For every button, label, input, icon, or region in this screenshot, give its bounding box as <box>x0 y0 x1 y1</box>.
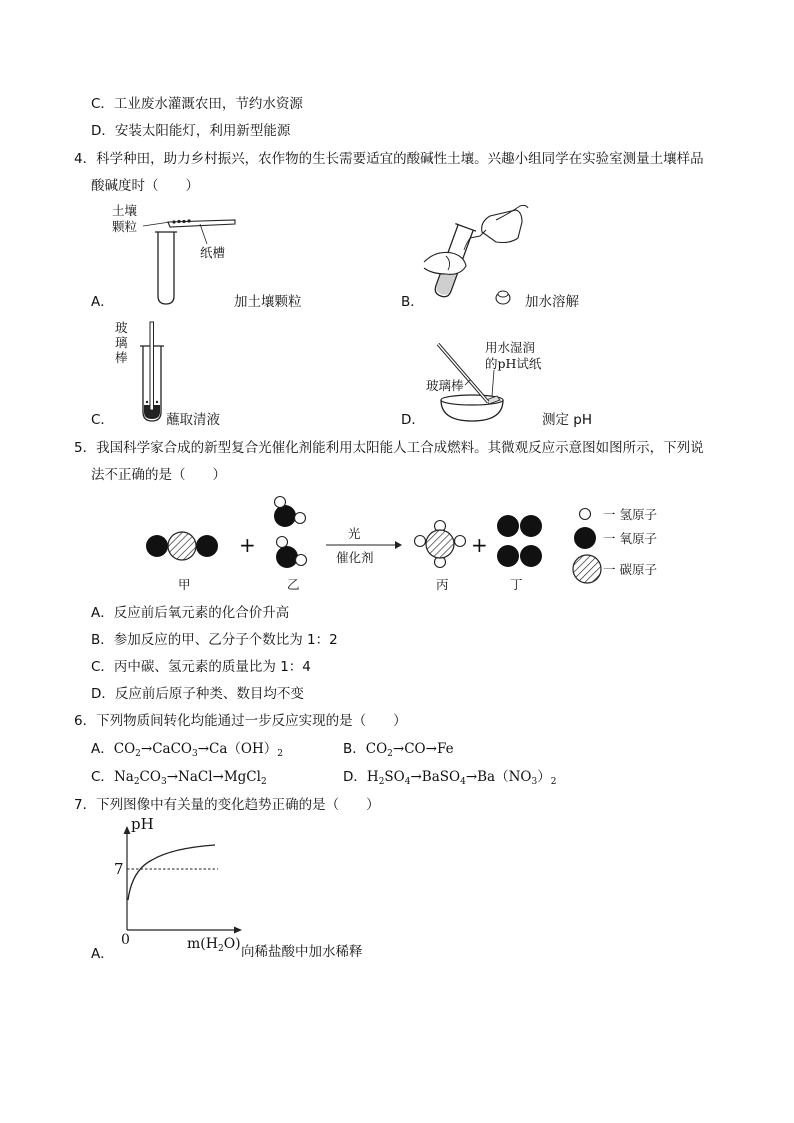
q4-d-label-paper-2: 的pH试纸 <box>485 356 542 371</box>
q5-legend-o: 一 氧原子 <box>603 531 657 546</box>
q4-a-letter: A． <box>91 294 114 310</box>
q4-stem-line1: 4．科学种田，助力乡村振兴，农作物的生长需要适宜的酸碱性土壤。兴趣小组同学在实验室测量土壤样品 <box>74 151 704 167</box>
q4-d-label-paper-1: 用水湿润 <box>485 340 536 355</box>
q4-d-caption: 测定 pH <box>542 412 593 428</box>
q7-a-caption: 向稀盐酸中加水稀释 <box>241 944 363 960</box>
q3-option-c: C．工业废水灌溉农田，节约水资源 <box>91 96 303 112</box>
q5-option-a: A．反应前后氧元素的化合价升高 <box>91 605 290 621</box>
q5-plus-2: + <box>471 533 488 557</box>
q5-legend-c: 一 碳原子 <box>603 562 657 577</box>
q5-option-b: B．参加反应的甲、乙分子个数比为 1：2 <box>91 632 338 648</box>
q4-a-label-soil-1: 土壤 <box>112 203 138 218</box>
q7-a-origin: 0 <box>121 932 130 948</box>
q7-a-letter: A． <box>91 946 114 962</box>
q4-a-label-trough: 纸槽 <box>200 245 226 260</box>
q6-option-b: B．$CO_2\to CO\to Fe$ <box>343 741 454 759</box>
q7-a-ylabel: pH <box>131 815 154 833</box>
q6-option-a: A．$CO_2\to CaCO_3\to Ca(OH)_2$ <box>91 741 283 759</box>
q4-c-label-rod-1: 玻 <box>115 320 128 335</box>
q4-c-caption: 蘸取清液 <box>166 412 220 428</box>
q7-a-xlabel: $m(H_2O)$ <box>187 936 241 954</box>
q4-d-label-rod: 玻璃棒 <box>426 378 464 393</box>
q5-option-c: C．丙中碳、氢元素的质量比为 1：4 <box>91 659 311 675</box>
q5-stem-line2: 法不正确的是（ ） <box>91 467 226 483</box>
q5-name-jia: 甲 <box>178 577 191 592</box>
q5-plus-1: + <box>239 533 256 557</box>
q6-stem: 6．下列物质间转化均能通过一步反应实现的是（ ） <box>74 713 407 729</box>
q5-stem-line1: 5．我国科学家合成的新型复合光催化剂能利用太阳能人工合成燃料。其微观反应示意图如图所示，下列说 <box>74 440 704 456</box>
q4-a-caption: 加土壤颗粒 <box>234 294 302 310</box>
q7-a-ytick-7: 7 <box>114 860 124 878</box>
q4-stem-line2: 酸碱度时（ ） <box>91 178 199 194</box>
q5-option-d: D．反应前后原子种类、数目均不变 <box>91 686 304 702</box>
q4-c-label-rod-3: 棒 <box>115 350 128 365</box>
q7-stem: 7．下列图像中有关量的变化趋势正确的是（ ） <box>74 797 380 813</box>
q6-option-d: D．$H_2SO_4\to BaSO_4\to Ba(NO_3)_2$ <box>343 769 557 787</box>
q5-name-ding: 丁 <box>510 577 523 592</box>
q4-b-caption: 加水溶解 <box>525 294 579 310</box>
q5-name-yi: 乙 <box>287 577 300 592</box>
q5-legend-h: 一 氢原子 <box>603 507 657 522</box>
q5-arrow-top-label: 光 <box>348 526 361 541</box>
q4-d-letter: D． <box>401 412 425 428</box>
q4-b-letter: B． <box>401 294 424 310</box>
q6-option-c: C．$Na_2CO_3\to NaCl\to MgCl_2$ <box>91 769 267 787</box>
q4-a-label-soil-2: 颗粒 <box>112 219 138 234</box>
q5-name-bing: 丙 <box>436 577 449 592</box>
q5-arrow-bottom-label: 催化剂 <box>336 550 374 565</box>
q4-c-label-rod-2: 璃 <box>115 335 128 350</box>
q3-option-d: D．安装太阳能灯，利用新型能源 <box>91 123 291 139</box>
q4-c-letter: C． <box>91 412 114 428</box>
